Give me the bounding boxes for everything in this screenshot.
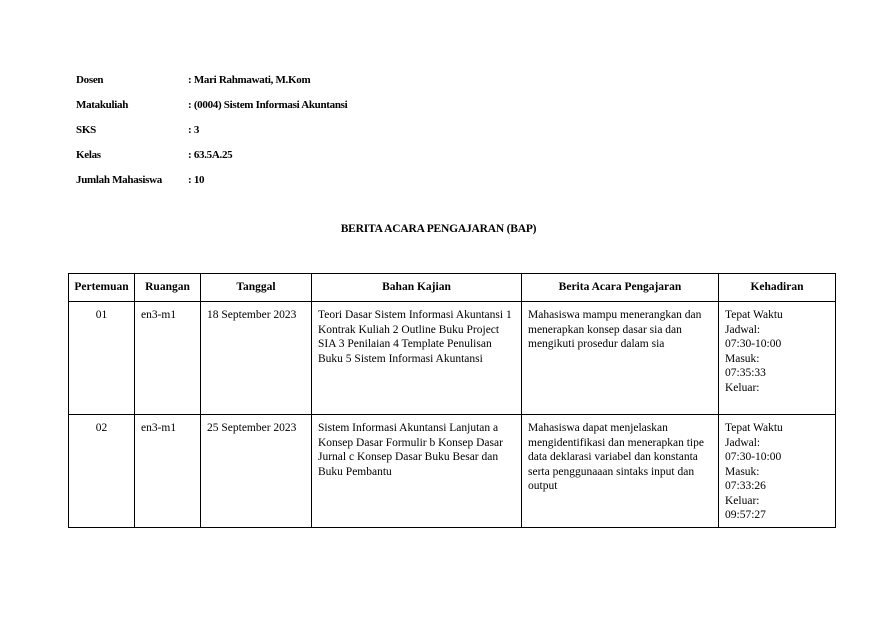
cell-ruangan: en3-m1	[135, 302, 201, 415]
info-label: Jumlah Mahasiswa	[76, 174, 162, 186]
kehadiran-jadwal-label: Jadwal:	[725, 323, 761, 336]
info-row-kelas	[76, 149, 347, 174]
course-info	[76, 74, 347, 199]
kehadiran-jadwal-value: 07:30-10:00	[725, 338, 782, 350]
info-label: SKS	[76, 124, 96, 136]
column-header-bahan-kajian: Bahan Kajian	[312, 274, 522, 302]
cell-bahan-kajian: Sistem Informasi Akuntansi Lanjutan a Konsep Dasar Formulir b Konsep Dasar Jurnal c Konsep Dasar Buku Besar dan Buku Pembantu	[312, 415, 522, 528]
kehadiran-masuk-value: 07:33:26	[725, 480, 766, 492]
info-value: : Mari Rahmawati, M.Kom	[188, 74, 311, 86]
kehadiran-status: Tepat Waktu	[725, 309, 783, 321]
column-header-pertemuan: Pertemuan	[69, 274, 135, 302]
info-value: : 3	[188, 124, 200, 136]
info-value: : 63.5A.25	[188, 149, 233, 161]
cell-tanggal: 25 September 2023	[201, 415, 312, 528]
info-label: Matakuliah	[76, 99, 129, 111]
cell-bahan-kajian: Teori Dasar Sistem Informasi Akuntansi 1 Kontrak Kuliah 2 Outline Buku Project SIA 3 Penilaian 4 Template Penulisan Buku 5 Sistem Informasi Akuntansi	[312, 302, 522, 415]
cell-pertemuan: 02	[69, 415, 135, 528]
info-value: : 10	[188, 174, 205, 186]
table-row	[69, 302, 836, 415]
info-row-matakuliah	[76, 99, 347, 124]
info-label: Dosen	[76, 74, 104, 86]
info-label: Kelas	[76, 149, 101, 161]
kehadiran-status: Tepat Waktu	[725, 422, 783, 434]
cell-kehadiran	[719, 415, 836, 528]
bap-table	[68, 273, 836, 528]
info-row-sks	[76, 124, 347, 149]
table-row	[69, 415, 836, 528]
column-header-tanggal: Tanggal	[201, 274, 312, 302]
cell-berita-acara: Mahasiswa dapat menjelaskan mengidentifikasi dan menerapkan tipe data deklarasi variabel dan konstanta serta penggunaaan sintaks input dan output	[522, 415, 719, 528]
cell-ruangan: en3-m1	[135, 415, 201, 528]
table-header-row	[69, 274, 836, 302]
cell-tanggal: 18 September 2023	[201, 302, 312, 415]
cell-kehadiran	[719, 302, 836, 415]
page-title: BERITA ACARA PENGAJARAN (BAP)	[340, 223, 537, 235]
kehadiran-keluar-label: Keluar:	[725, 494, 760, 507]
info-value: : (0004) Sistem Informasi Akuntansi	[188, 99, 348, 111]
column-header-kehadiran: Kehadiran	[719, 274, 836, 302]
info-row-dosen	[76, 74, 347, 99]
kehadiran-masuk-label: Masuk:	[725, 465, 760, 478]
kehadiran-masuk-value: 07:35:33	[725, 367, 766, 379]
kehadiran-keluar-value: 09:57:27	[725, 509, 766, 521]
kehadiran-keluar-label: Keluar:	[725, 381, 760, 394]
cell-berita-acara: Mahasiswa mampu menerangkan dan menerapkan konsep dasar sia dan mengikuti prosedur dalam sia	[522, 302, 719, 415]
cell-pertemuan: 01	[69, 302, 135, 415]
info-row-jumlah-mahasiswa	[76, 174, 347, 199]
kehadiran-jadwal-label: Jadwal:	[725, 436, 761, 449]
column-header-ruangan: Ruangan	[135, 274, 201, 302]
kehadiran-masuk-label: Masuk:	[725, 352, 760, 365]
kehadiran-jadwal-value: 07:30-10:00	[725, 451, 782, 463]
column-header-berita-acara: Berita Acara Pengajaran	[522, 274, 719, 302]
